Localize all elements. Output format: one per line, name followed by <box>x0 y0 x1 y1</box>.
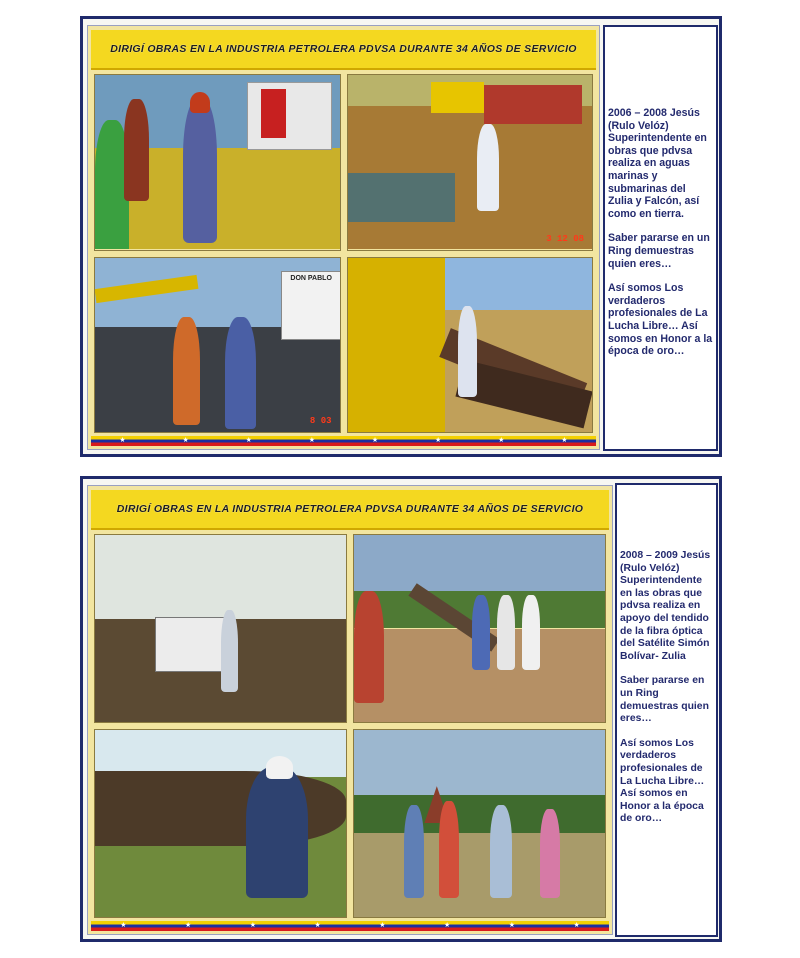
photo-grid <box>94 74 593 433</box>
caption-box <box>615 483 718 937</box>
flag-stripe-border: ★ ★ ★ ★ ★ ★ ★ ★ <box>91 921 609 931</box>
caption-box <box>603 25 718 451</box>
photo-pipe-inspection <box>94 729 347 918</box>
poster-banner: DIRIGÍ OBRAS EN LA INDUSTRIA PETROLERA PDVSA DURANTE 34 AÑOS DE SERVICIO <box>91 30 596 70</box>
collage-panel-1 <box>80 16 722 457</box>
photo-drilling-crew <box>353 534 606 723</box>
photo-site-group <box>353 729 606 918</box>
caption-tribute: Así somos Los verdaderos profesionales de La Lucha Libre… Así somos en Honor a la época de oro… <box>620 737 705 825</box>
caption-motto: Saber pararse en un Ring demuestras quien eres… <box>620 675 709 725</box>
flag-stripe-border: ★ ★ ★ ★ ★ ★ ★ ★ <box>91 436 596 446</box>
photo-poster <box>87 25 600 450</box>
photo-date-stamp: 8 03 <box>309 416 332 426</box>
photo-pickup-road <box>94 534 347 723</box>
caption-bio: 2006 – 2008 Jesús (Rulo Velóz) Superintendente en obras que pdvsa realiza en aguas marinas y submarinas del Zulia y Falcón, así como en tierra. <box>608 107 707 220</box>
photo-vessel-crane <box>94 257 341 434</box>
photo-date-stamp: 3 12 08 <box>546 233 584 244</box>
photo-earthworks-truck <box>347 74 594 251</box>
photo-grid <box>94 534 606 918</box>
photo-poster <box>87 485 613 935</box>
photo-offshore-deck <box>94 74 341 251</box>
photo-pipeline-machinery <box>347 257 594 434</box>
caption-bio: 2008 – 2009 Jesús (Rulo Velóz) Superintendente en las obras que pdvsa realiza en apoyo del tendido de la fibra óptica del Satélite Simón Bolívar- Zulia <box>620 550 711 662</box>
collage-panel-2 <box>80 476 722 942</box>
vessel-name-sign: DON PABLO <box>281 271 341 339</box>
caption-tribute: Así somos Los verdaderos profesionales de La Lucha Libre… Así somos en Honor a la época de oro… <box>608 282 713 358</box>
caption-motto: Saber pararse en un Ring demuestras quien eres… <box>608 232 710 270</box>
poster-banner: DIRIGÍ OBRAS EN LA INDUSTRIA PETROLERA PDVSA DURANTE 34 AÑOS DE SERVICIO <box>91 490 609 530</box>
